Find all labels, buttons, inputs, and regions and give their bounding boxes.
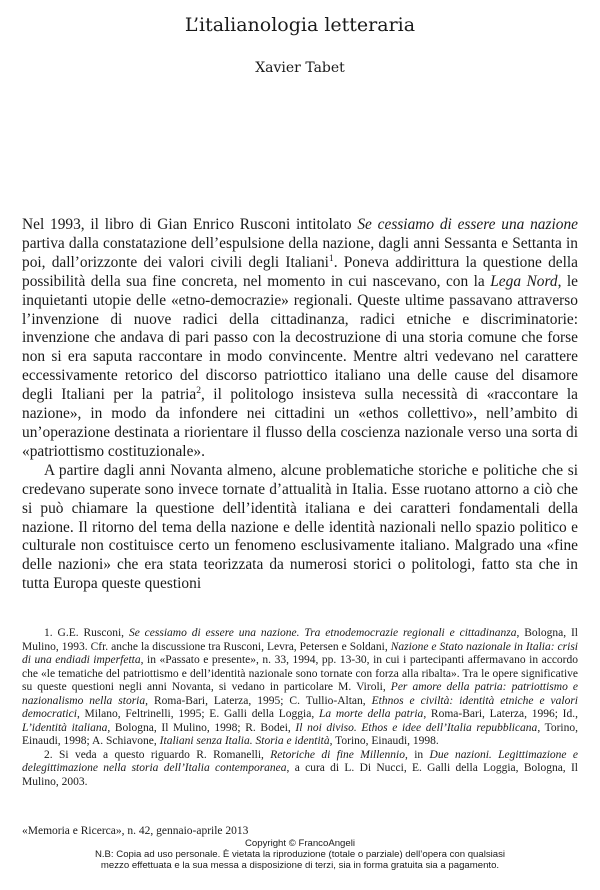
- fn1-text-2: , Bologna, Il Mulino, 1993. Cfr. anche la discussione tra Rusconi, Levra, Petersen e Soldani,: [22, 627, 579, 653]
- fn1-italic-2: Nazione e Stato nazionale in Italia: crisi di una endiadi imperfetta: [22, 640, 578, 666]
- article-author: Xavier Tabet: [255, 60, 345, 76]
- footnote-1: [22, 627, 578, 749]
- body-paragraph-1: [22, 216, 578, 462]
- p1-text-5: , il politologo insisteva sulla necessità di «raccontare la nazione», in modo da infondere nei cittadini un «ethos collettivo», nell’ambito di un’operazione destinata a riorientare il flusso della coscienza nazionale verso una sorta di «patriottismo costituzionale».: [22, 386, 578, 460]
- fn1-text-6: , Roma-Bari, Laterza, 1996; Id.,: [423, 708, 579, 720]
- fn1-italic-1: Se cessiamo di essere una nazione. Tra etnodemocrazie regionali e cittadinanza: [128, 627, 517, 639]
- fn2-italic-2: Due nazioni. Legittimazione e delegittimazione nella storia dell’Italia contemporanea: [22, 748, 578, 774]
- p1-title-italic: Se cessiamo di essere una nazione: [357, 216, 578, 233]
- fn1-text-4: , Roma-Bari, Laterza, 1995; C. Tullio-Altan,: [145, 694, 372, 707]
- fn1-italic-3: Per amore della patria: patriottismo e nazionalismo nella storia: [22, 681, 578, 707]
- fn1-italic-8: Italiani senza Italia. Storia e identità: [159, 735, 330, 747]
- p1-text-1: Nel 1993, il libro di Gian Enrico Rusconi intitolato: [22, 216, 358, 233]
- fn1-italic-5: La morte della patria: [318, 708, 424, 720]
- journal-citation: «Memoria e Ricerca», n. 42, gennaio-aprile 2013: [22, 825, 249, 837]
- fn1-italic-6: L’identità italiana: [22, 721, 108, 734]
- fn1-text-7: , Bologna, Il Mulino, 1998; R. Bodei,: [107, 721, 296, 734]
- article-body: [22, 216, 578, 594]
- fn1-italic-7: Il noi diviso. Ethos e idee dell’Italia repubblicana: [295, 721, 538, 734]
- fn2-italic-1: Retoriche di fine Millennio: [270, 748, 405, 761]
- fn1-text-1: 1. G.E. Rusconi,: [44, 627, 129, 639]
- copyright-notice: [0, 838, 600, 872]
- p1-text-4: , le inquietanti utopie delle «etno-democrazie» regionali. Queste ultime passavano attraverso l’invenzione di nuove radici della cittadinanza, radici etniche e discriminatorie: invenzione che andava di pari passo con la decostruzione di una storia comune che forse non si era saputa raccontare in modo convincente. Mentre altri vedevano nel carattere eccessivamente retorico del discorso patriottico italiano una delle cause del disamore degli Italiani per la patria: [22, 272, 579, 404]
- notice-line-1: N.B: Copia ad uso personale. È vietata la riproduzione (totale o parziale) dell’opera con qualsiasi: [94, 849, 506, 861]
- fn2-text-1: 2. Si veda a questo riguardo R. Romanelli,: [44, 748, 271, 761]
- fn2-text-3: , a cura di L. Di Nucci, E. Galli della Loggia, Bologna, Il Mulino, 2003.: [22, 762, 578, 788]
- footnote-ref-1[interactable]: 1: [328, 252, 334, 264]
- footnote-ref-2[interactable]: 2: [196, 385, 201, 397]
- copyright-line: Copyright © FrancoAngeli: [245, 838, 355, 849]
- article-title: L’italianologia letteraria: [184, 14, 416, 36]
- fn1-text-9: , Torino, Einaudi, 1998.: [329, 735, 439, 747]
- fn1-italic-4: Ethnos e civiltà: identità etniche e valori democratici: [22, 694, 578, 720]
- footnote-2: [22, 749, 578, 790]
- p1-text-3: . Poneva addirittura la questione della possibilità della sua fine concreta, nel momento in cui nascevano, con la: [22, 253, 578, 290]
- fn1-text-3: , in «Passato e presente», n. 33, 1994, pp. 13-30, in cui i partecipanti affermavano in accordo che «le tematiche del patriottismo e dell’identità nazionale sono tornate con forza alla ribalta». Tra le opere significative su queste questioni negli anni Novanta, si vedano in particolare M. Viroli,: [22, 654, 579, 693]
- fn2-text-2: , in: [404, 748, 430, 761]
- p1-text-2: partiva dalla constatazione dell’espulsione della nazione, dagli anni Sessanta e Settanta in poi, dall’orizzonte dei valori civili degli Italiani: [22, 234, 578, 271]
- body-paragraph-2: A partire dagli anni Novanta almeno, alcune problematiche storiche e politiche che si credevano superate sono invece tornate d’attualità in Italia. Esse ruotano attorno a ciò che si può chiamare la questione dell’identità italiana e dei caratteri fondamentali della nazione. Il ritorno del tema della nazione e delle identità nazionali nello spazio politico e culturale non costituisce certo un fenomeno esclusivamente italiano. Malgrado una «fine delle nazioni» che era stata teorizzata da numerosi storici o politologi, fatto sta che in tutta Europa queste questioni: [22, 461, 578, 593]
- fn1-text-8: , Torino, Einaudi, 1998; A. Schiavone,: [22, 721, 578, 747]
- p1-lega-nord: Lega Nord: [490, 272, 558, 290]
- notice-line-2: mezzo effettuata e la sua messa a disposizione di terzi, sia in forma gratuita sia a pagamento.: [100, 860, 500, 872]
- footnotes: [22, 627, 578, 789]
- fn1-text-5: , Milano, Feltrinelli, 1995; E. Galli della Loggia,: [76, 708, 319, 720]
